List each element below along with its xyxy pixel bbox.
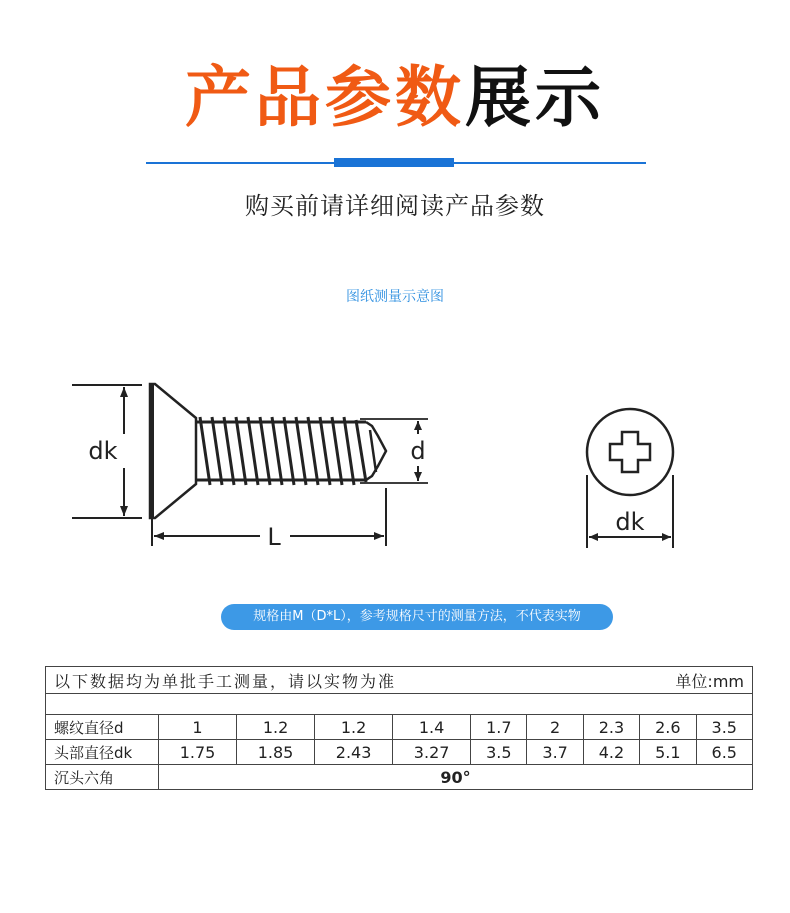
table-cell: 5.1 xyxy=(640,740,696,765)
table-cell: 2.43 xyxy=(315,740,393,765)
dk-head-label: dk xyxy=(615,508,645,536)
row-label: 沉头六角 xyxy=(46,765,159,790)
screw-diagram xyxy=(0,360,790,560)
phillips-cross-icon xyxy=(610,432,650,472)
screw-thread xyxy=(196,417,366,485)
table-cell: 3.5 xyxy=(471,740,527,765)
table-row xyxy=(46,740,753,765)
table-row xyxy=(46,715,753,740)
table-cell: 6.5 xyxy=(696,740,753,765)
table-note-row xyxy=(46,667,753,694)
table-cell: 1.7 xyxy=(471,715,527,740)
table-cell: 1.2 xyxy=(237,715,315,740)
head-top-view xyxy=(587,409,673,495)
table-cell: 3.7 xyxy=(527,740,583,765)
table-cell: 3.27 xyxy=(393,740,471,765)
table-cell: 1.2 xyxy=(315,715,393,740)
row-label: 螺纹直径d xyxy=(46,715,159,740)
subtitle: 购买前请详细阅读产品参数 xyxy=(245,192,545,220)
spec-table xyxy=(45,666,753,790)
table-cell: 1.75 xyxy=(159,740,237,765)
table-cell: 1 xyxy=(159,715,237,740)
table-cell: 2.6 xyxy=(640,715,696,740)
d-label: d xyxy=(410,437,426,465)
title-rest: 展示 xyxy=(465,59,605,136)
row-label: 头部直径dk xyxy=(46,740,159,765)
title-divider-accent xyxy=(334,158,454,167)
table-cell: 2 xyxy=(527,715,583,740)
table-row xyxy=(46,765,753,790)
screw-head xyxy=(150,384,196,518)
table-cell: 1.4 xyxy=(393,715,471,740)
table-note: 以下数据均为单批手工测量，请以实物为准 xyxy=(54,671,397,691)
L-label: L xyxy=(267,523,281,551)
table-cell: 4.2 xyxy=(583,740,639,765)
title-highlight: 产品参数 xyxy=(185,59,465,136)
table-cell: 2.3 xyxy=(583,715,639,740)
angle-value: 90° xyxy=(159,765,753,790)
table-cell: 3.5 xyxy=(696,715,753,740)
diagram-caption: 图纸测量示意图 xyxy=(346,289,444,305)
page-title xyxy=(0,58,790,138)
table-spacer-row xyxy=(46,694,753,715)
spec-note-pill: 规格由M（D*L），参考规格尺寸的测量方法，不代表实物 xyxy=(221,604,613,630)
dk-side-label: dk xyxy=(88,437,118,465)
unit-label: 单位:mm xyxy=(675,671,744,691)
table-cell: 1.85 xyxy=(237,740,315,765)
